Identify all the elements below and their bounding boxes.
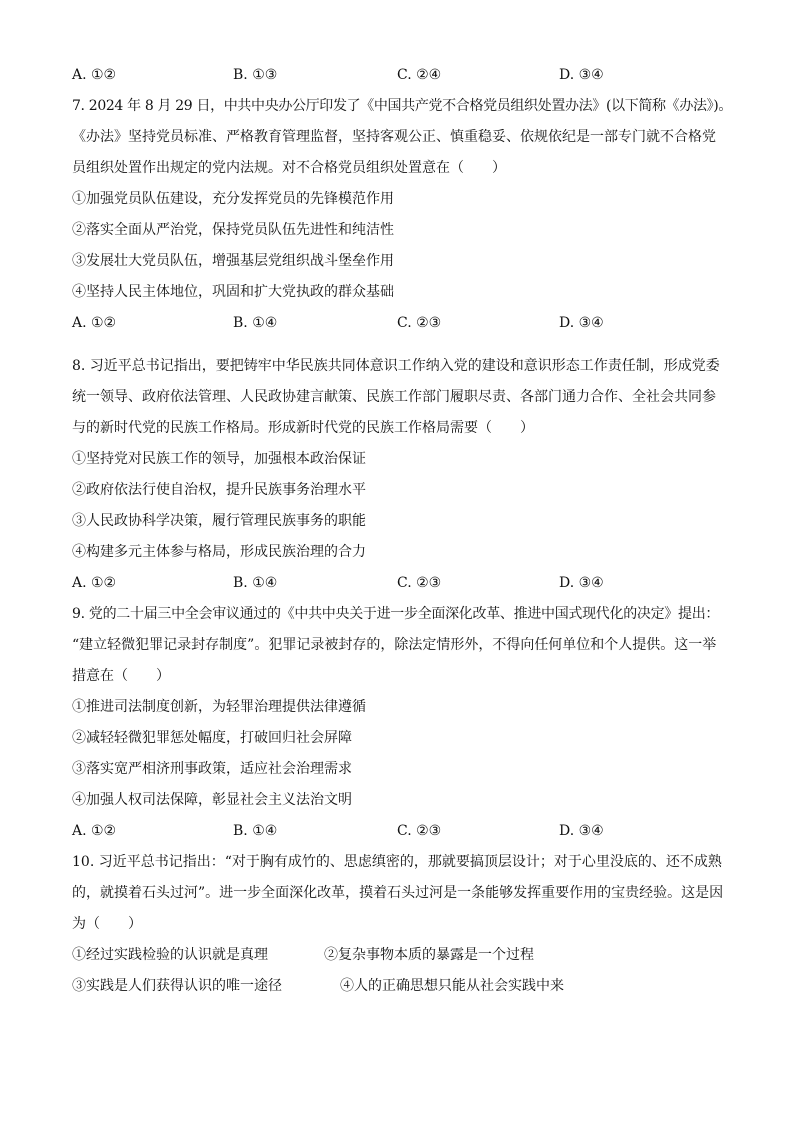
q8-options [72,568,732,599]
q9-option-a: A. ①② [72,823,117,839]
question-7 [72,91,732,339]
q9-item-2: ②减轻轻微犯罪惩处幅度，打破回归社会屏障 [72,730,352,746]
q10-stem-line: 的，就摸着石头过河”。进一步全面深化改革，摸着石头过河是一条能够发挥重要作用的宝贵经验。这是因 [72,885,724,901]
q6-options [72,60,732,91]
q8-stem-line: 统一领导、政府依法管理、人民政协建言献策、民族工作部门履职尽责、各部门通力合作、全社会共同参 [72,389,716,405]
q6-option-b: B. ①③ [233,67,278,83]
q8-stem-line: 与的新时代党的民族工作格局。形成新时代党的民族工作格局需要（ ） [72,420,534,436]
q8-option-a: A. ①② [72,575,117,591]
exam-page [72,60,732,1002]
q10-stem-line: 为（ ） [72,916,142,932]
q10-items-row-2 [72,971,732,1002]
q8-item-4: ④构建多元主体参与格局，形成民族治理的合力 [72,544,366,560]
q9-item-1: ①推进司法制度创新，为轻罪治理提供法律遵循 [72,699,366,715]
q8-item-2: ②政府依法行使自治权，提升民族事务治理水平 [72,482,366,498]
q8-stem-line: 8. 习近平总书记指出，要把铸牢中华民族共同体意识工作纳入党的建设和意识形态工作责任制，形成党委 [72,358,720,374]
question-9 [72,599,732,847]
q9-options [72,816,732,847]
q7-option-a: A. ①② [72,315,117,331]
q9-item-4: ④加强人权司法保障，彰显社会主义法治文明 [72,792,352,808]
q7-stem-line: 员组织处置作出规定的党内法规。对不合格党员组织处置意在（ ） [72,160,506,176]
q7-option-d: D. ③④ [559,315,604,331]
q6-option-d: D. ③④ [559,67,604,83]
question-10 [72,847,732,1002]
q10-item-3: ③实践是人们获得认识的唯一途径 [72,978,282,994]
q9-item-3: ③落实宽严相济刑事政策，适应社会治理需求 [72,761,352,777]
q10-items-row-1 [72,940,732,971]
q10-stem-line: 10. 习近平总书记指出：“对于胸有成竹的、思虑缜密的，那就要搞顶层设计；对于心里没底的、还不成熟 [72,854,722,870]
q9-stem-line: “建立轻微犯罪记录封存制度”。犯罪记录被封存的，除法定情形外，不得向任何单位和个人提供。这一举 [72,637,717,653]
q9-stem-line: 9. 党的二十届三中全会审议通过的《中共中央关于进一步全面深化改革、推进中国式现代化的决定》提出： [72,606,720,622]
q7-item-3: ③发展壮大党员队伍，增强基层党组织战斗堡垒作用 [72,253,394,269]
q6-option-c: C. ②④ [397,67,442,83]
q10-item-4: ④人的正确思想只能从社会实践中来 [340,978,564,994]
q7-item-2: ②落实全面从严治党，保持党员队伍先进性和纯洁性 [72,222,394,238]
q7-stem-line: 7. 2024 年 8 月 29 日，中共中央办公厅印发了《中国共产党不合格党员组织处置办法》(以下简称《办法》)。 [72,98,732,114]
q9-option-b: B. ①④ [233,823,278,839]
q7-item-1: ①加强党员队伍建设，充分发挥党员的先锋模范作用 [72,191,394,207]
q8-item-3: ③人民政协科学决策，履行管理民族事务的职能 [72,513,366,529]
q9-option-c: C. ②③ [397,823,442,839]
q10-item-2: ②复杂事物本质的暴露是一个过程 [324,947,534,963]
q7-item-4: ④坚持人民主体地位，巩固和扩大党执政的群众基础 [72,284,394,300]
q7-options [72,308,732,339]
q9-stem-line: 措意在（ ） [72,668,170,684]
q7-stem-line: 《办法》坚持党员标准、严格教育管理监督，坚持客观公正、慎重稳妥、依规依纪是一部专门就不合格党 [72,129,716,145]
q7-option-b: B. ①④ [233,315,278,331]
question-8 [72,351,732,599]
q8-option-c: C. ②③ [397,575,442,591]
q10-item-1: ①经过实践检验的认识就是真理 [72,947,268,963]
q9-option-d: D. ③④ [559,823,604,839]
q6-option-a: A. ①② [72,67,117,83]
q8-option-b: B. ①④ [233,575,278,591]
q7-option-c: C. ②③ [397,315,442,331]
q8-option-d: D. ③④ [559,575,604,591]
q8-item-1: ①坚持党对民族工作的领导，加强根本政治保证 [72,451,366,467]
